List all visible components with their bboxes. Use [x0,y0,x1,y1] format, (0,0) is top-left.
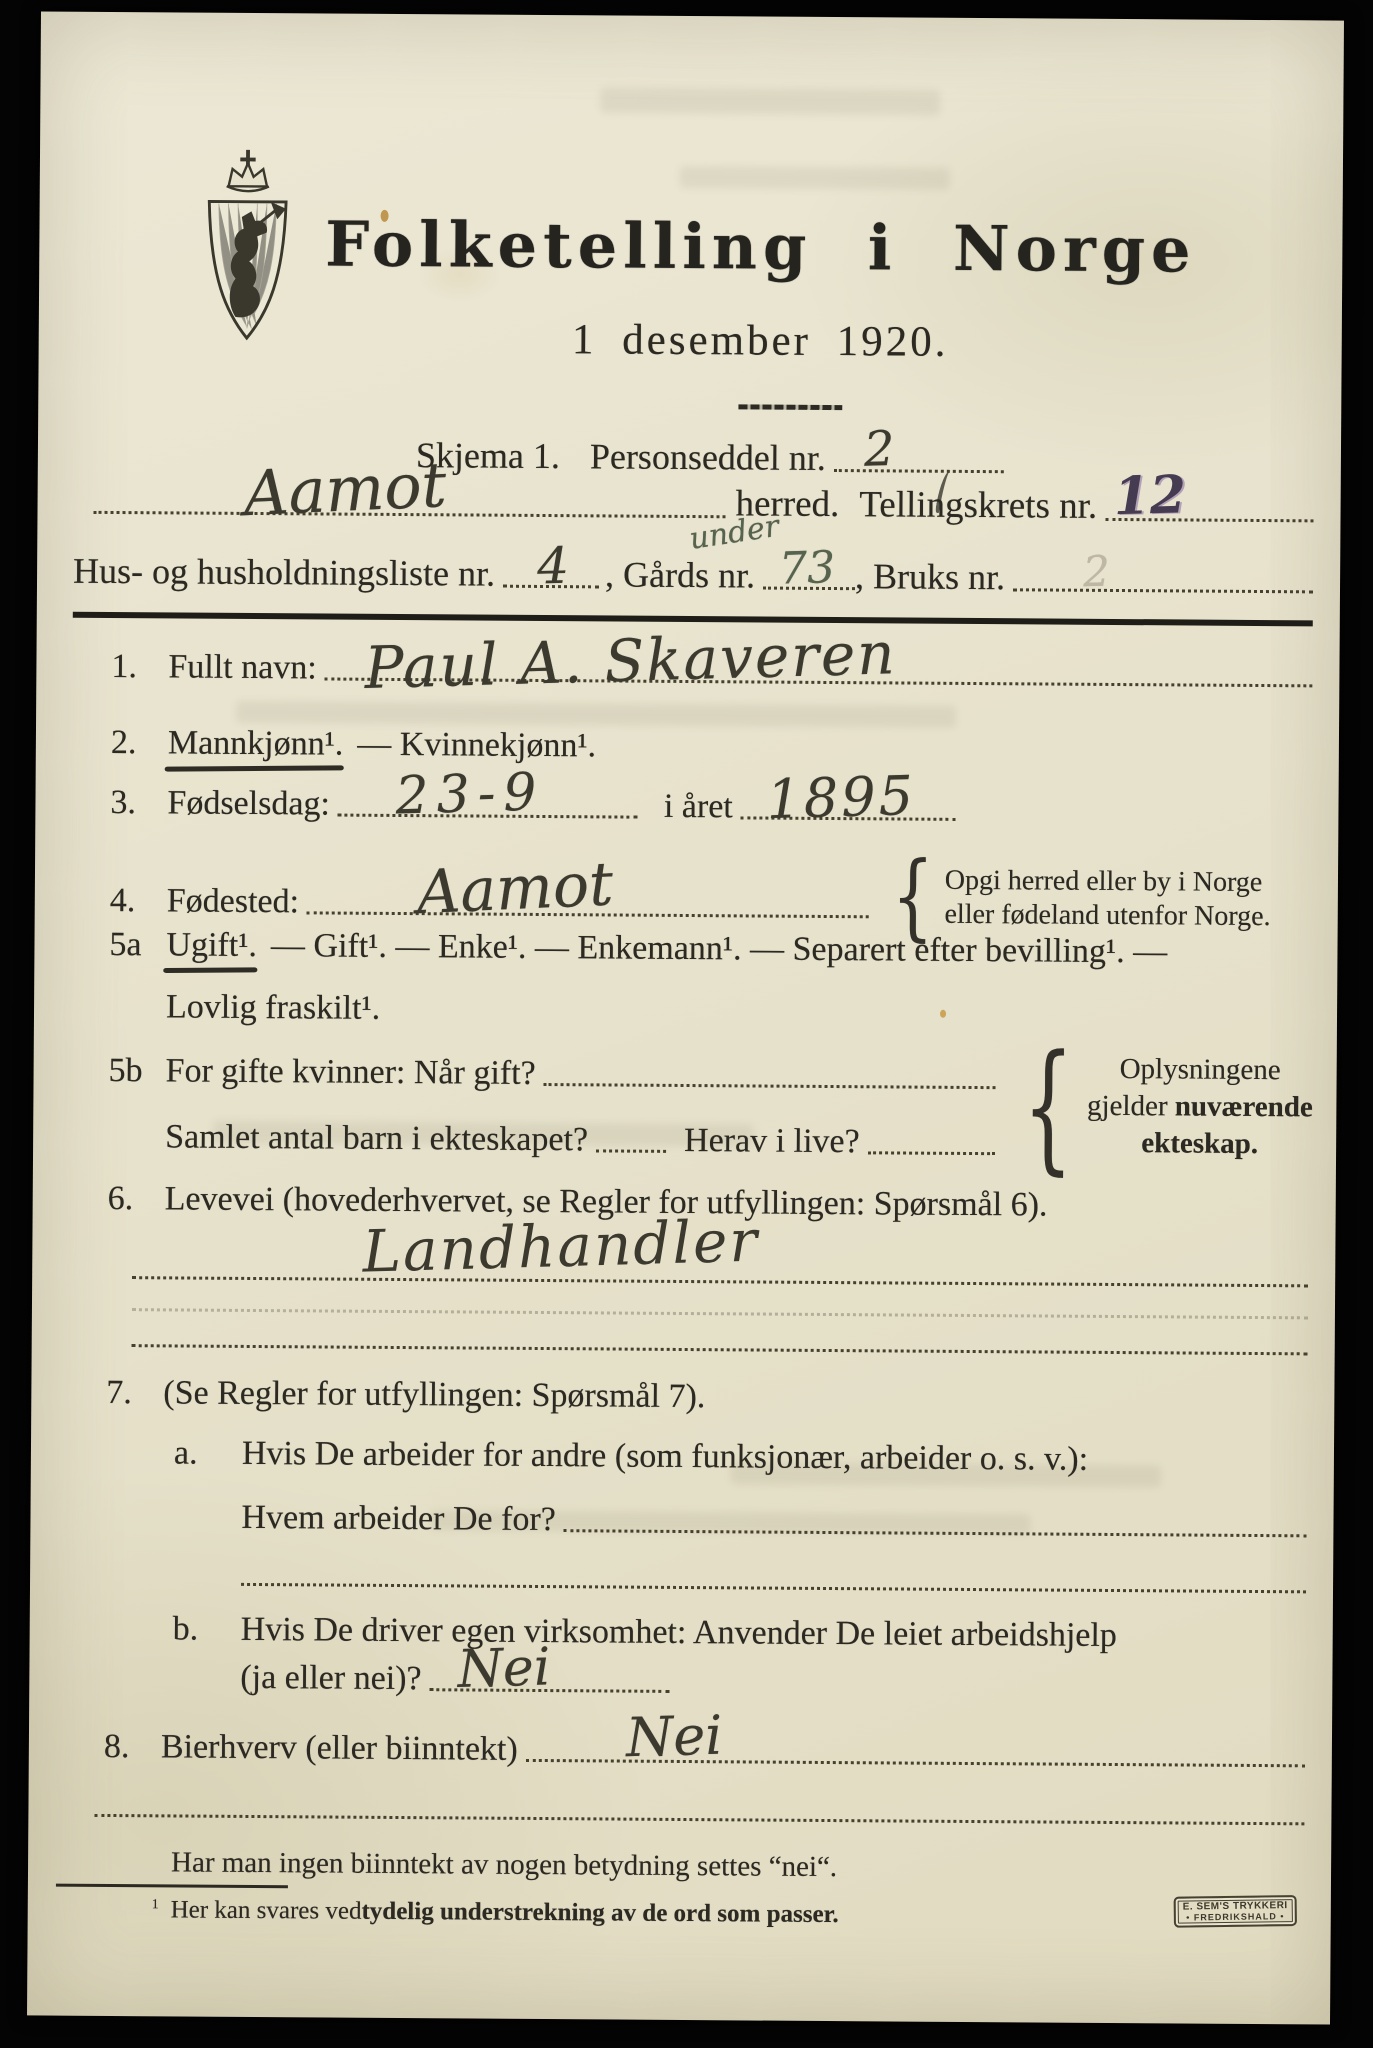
occupation-field-extra2 [132,1344,1308,1355]
q7-label: (Se Regler for utfyllingen: Spørsmål 7). [163,1374,706,1416]
herred-value-handwriting: Aamot [242,448,448,531]
footnote [152,1896,839,1929]
bruks-label: , Bruks nr. [854,556,1006,598]
children-count-field [596,1149,666,1152]
footnote-marker: 1 [151,1896,159,1912]
printer-stamp-line2: • FREDRIKSHALD • [1186,1911,1285,1923]
field-q7a [174,1434,1088,1478]
hired-help-handwriting: Nei [456,1637,552,1701]
field-q7b [173,1610,1117,1655]
house-list-annotation-handwriting: under [687,508,782,557]
q5b-children-label: Samlet antal barn i ekteskapet? [165,1118,589,1159]
census-date: 1 desember 1920. [571,316,949,366]
house-list-field [503,536,599,596]
field-marital-status [109,926,1167,971]
q6-number: 6. [107,1179,134,1218]
footnote-rule [56,1884,288,1889]
bruks-field [1013,546,1313,597]
field-q7-heading [106,1374,705,1416]
tellingskrets-field [1105,464,1313,528]
bleedthrough-smudge [680,166,950,190]
q3-label: Fødselsdag: [167,784,331,823]
field-full-name [111,619,1312,703]
house-list-line [72,508,1313,601]
herred-label: herred. [735,483,840,526]
q5b-note-line2-bold: nuværende [1174,1090,1313,1124]
biinntekt-note-text: Har man ingen biinntekt av nogen betydning settes “nei“. [170,1846,838,1884]
q3-year-label: i året [663,787,733,826]
field-marital-status-line2 [166,988,380,1027]
person-slip-value-handwriting: 2 [863,420,896,478]
employer-field [564,1529,1307,1537]
schema-label: Skjema 1. [415,435,561,477]
q2-option-male-underlined: Mannkjønn¹. [167,724,344,763]
q4-brace: { [891,842,935,952]
field-birthdate [110,762,956,832]
q5a-option-fraskilt: Lovlig fraskilt¹. [165,988,381,1027]
gards-field [763,542,855,595]
paper-stain [940,1010,946,1018]
occupation-handwriting: Landhandler [361,1206,760,1286]
birthyear-handwriting: 1895 [766,764,918,832]
birthplace-field [307,849,869,929]
q5b-note-line2-normal: gjelder [1086,1089,1175,1123]
field-married-women [108,1024,1313,1188]
bleedthrough-smudge [600,87,940,115]
q7a-letter: a. [173,1434,198,1472]
q5b-alive-label: Herav i live? [683,1121,860,1161]
q7b-line1: Hvis De driver egen virksomhet: Anvender De leiet arbeidshjelp [240,1610,1118,1655]
birthdate-field [338,762,638,827]
q2-number: 2. [110,723,137,762]
employer-field-extra [241,1583,1306,1593]
q4-note-line1: Opgi herred eller by i Norge [944,864,1263,899]
gards-value-handwriting: 73 [778,542,836,595]
q5a-number: 5a [109,925,142,964]
page-title: Folketelling i Norge [324,207,1197,287]
q5b-note-line1: Oplysningene [1119,1053,1281,1087]
biinntekt-note [171,1846,837,1884]
footnote-bold: tydelig understrekning av de ord som passer. [361,1897,839,1929]
q1-label: Fullt navn: [168,648,317,687]
person-slip-field [834,420,1004,478]
q4-label: Fødested: [166,882,300,921]
bruks-value-handwriting: 2 [1082,546,1111,597]
side-occupation-field-extra [94,1814,1304,1825]
full-name-handwriting: Paul A. Skaveren [363,619,898,703]
footnote-normal: Her kan svares ved [170,1896,362,1925]
q4-number: 4. [109,881,136,920]
tellingskrets-value-handwriting: 12 [1112,464,1187,528]
occupation-field-extra [132,1308,1308,1319]
q7a-line1: Hvis De arbeider for andre (som funksjonær, arbeider o. s. v.): [241,1434,1089,1478]
occupation-field [132,1276,1308,1287]
q5a-option-ugift-underlined: Ugift¹. [166,926,258,965]
full-name-field [325,619,1313,703]
q5b-note-line3: ekteskap. [1141,1127,1259,1161]
tellingskrets-label: Tellingskrets nr. [859,484,1098,527]
q5a-options-rest: — Gift¹. — Enke¹. — Enkemann¹. — Separert efter bevilling¹. — [270,927,1168,971]
q7-number: 7. [106,1373,133,1412]
birthyear-field [741,764,956,832]
q7b-letter: b. [172,1610,199,1648]
q7b-line2-label: (ja eller nei)? [240,1658,422,1698]
q5b-number: 5b [108,1051,143,1090]
q4-note-line2: eller fødeland utenfor Norge. [944,898,1271,933]
q2-option-female: — Kvinnekjønn¹. [357,725,597,765]
q7a-line2: Hvem arbeider De for? [241,1498,556,1539]
census-form-paper [27,11,1344,2024]
q1-number: 1. [111,647,138,686]
house-list-value-handwriting: 4 [536,536,570,596]
field-side-occupation [103,1703,1305,1774]
q8-label: Bierhverv (eller biinntekt) [160,1728,518,1768]
q5b-brace: { [1022,1024,1075,1188]
birthplace-handwriting: Aamot [415,849,615,929]
q8-number: 8. [103,1727,130,1766]
printer-stamp [1174,1895,1297,1928]
person-slip-label: Personseddel nr. [589,436,827,478]
side-occupation-handwriting: Nei [624,1703,724,1770]
hired-help-field [430,1637,670,1701]
gards-label: , Gårds nr. [604,554,756,596]
children-alive-field [868,1151,995,1155]
bleedthrough-smudge [236,701,956,728]
header-divider [738,404,842,410]
field-employer [241,1499,1306,1544]
q5b-label: For gifte kvinner: Når gift? [165,1052,536,1092]
schema-line [415,420,1004,480]
q3-number: 3. [110,783,137,822]
field-sex [111,724,596,765]
when-married-field [544,1083,996,1089]
birthdate-handwriting: 23-9 [395,762,546,827]
side-occupation-field [526,1703,1305,1770]
house-list-label: Hus- og husholdningsliste nr. [72,550,496,594]
field-hired-help [240,1637,669,1701]
printer-stamp-line1: E. SEM'S TRYKKERI [1182,1900,1288,1913]
q6-label: Levevei (hovederhvervet, se Regler for utfyllingen: Spørsmål 6). [164,1180,1048,1224]
